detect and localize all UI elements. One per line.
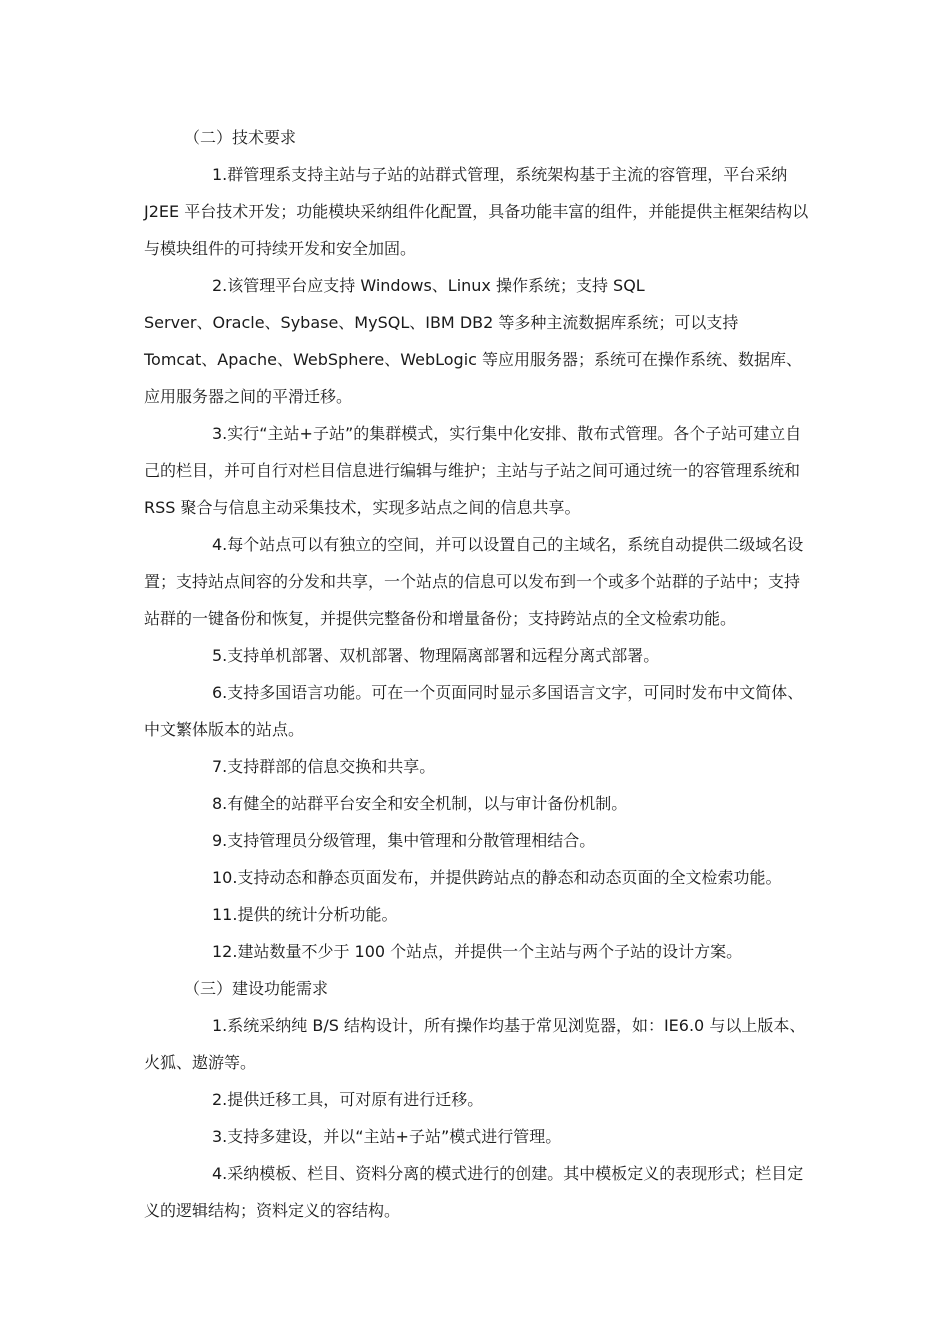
item-text: 提供的统计分析功能。: [237, 905, 398, 924]
item-number: 11.: [212, 905, 238, 924]
item-text: 支持多国语言功能。可在一个页面同时显示多国语言文字，可同时发布中文简体、中文繁体版本的站点。: [144, 683, 804, 739]
item-text: 支持群部的信息交换和共享。: [227, 757, 436, 776]
list-item: [144, 526, 810, 637]
list-item: [144, 267, 810, 415]
list-item: [144, 156, 810, 267]
item-number: 7.: [212, 757, 228, 776]
item-number: 1.: [212, 165, 228, 184]
item-number: 2.: [212, 276, 228, 295]
item-text: 该管理平台应支持 Windows、Linux 操作系统；支持 SQL: [227, 276, 645, 295]
item-text: 有健全的站群平台安全和安全机制，以与审计备份机制。: [227, 794, 628, 813]
item-number: 10.: [212, 868, 238, 887]
list-item: [144, 637, 810, 674]
item-text: 采纳模板、栏目、资料分离的模式进行的创建。其中模板定义的表现形式；栏目定义的逻辑结构；资料定义的容结构。: [144, 1164, 804, 1220]
list-item: [144, 1081, 810, 1118]
item-number: 1.: [212, 1016, 228, 1035]
item-text: 系统采纳纯 B/S 结构设计，所有操作均基于常见浏览器，如：IE6.0 与以上版本、火狐、遨游等。: [144, 1016, 806, 1072]
item-number: 6.: [212, 683, 228, 702]
item-text: 支持多建设，并以“主站+子站”模式进行管理。: [227, 1127, 562, 1146]
list-item: [144, 674, 810, 748]
item-text: 支持管理员分级管理，集中管理和分散管理相结合。: [227, 831, 596, 850]
list-item: [144, 933, 810, 970]
item-number: 4.: [212, 535, 228, 554]
item-text: 每个站点可以有独立的空间，并可以设置自己的主域名，系统自动提供二级域名设置；支持站点间容的分发和共享，一个站点的信息可以发布到一个或多个站群的子站中；支持站群的一键备份和恢复，并提供完整备份和增量备份；支持跨站点的全文检索功能。: [144, 535, 804, 628]
item-number: 5.: [212, 646, 228, 665]
list-item: [144, 1118, 810, 1155]
item-number: 2.: [212, 1090, 228, 1109]
item-number: 8.: [212, 794, 228, 813]
item-text: 提供迁移工具，可对原有进行迁移。: [227, 1090, 484, 1109]
item-number: 9.: [212, 831, 228, 850]
item-number: 3.: [212, 424, 228, 443]
list-item: [144, 1007, 810, 1081]
list-item: [144, 748, 810, 785]
list-item: [144, 415, 810, 526]
item-text-continued: Server、Oracle、Sybase、MySQL、IBM DB2 等多种主流数据库系统；可以支持 Tomcat、Apache、WebSphere、WebLogic 等应用服务器；系统可在操作系统、数据库、应用服务器之间的平滑迁移。: [144, 313, 803, 406]
item-text: 群管理系支持主站与子站的站群式管理，系统架构基于主流的容管理，平台采纳 J2EE 平台技术开发；功能模块采纳组件化配置，具备功能丰富的组件，并能提供主框架结构以与模块组件的可持续开发和安全加固。: [144, 165, 809, 258]
item-text: 实行“主站+子站”的集群模式，实行集中化安排、散布式管理。各个子站可建立自己的栏目，并可自行对栏目信息进行编辑与维护；主站与子站之间可通过统一的容管理系统和 RSS 聚合与信息主动采集技术，实现多站点之间的信息共享。: [144, 424, 806, 517]
item-text: 支持单机部署、双机部署、物理隔离部署和远程分离式部署。: [227, 646, 660, 665]
item-number: 4.: [212, 1164, 228, 1183]
item-number: 3.: [212, 1127, 228, 1146]
list-item: [144, 822, 810, 859]
list-item: [144, 859, 810, 896]
section-heading-function-requirements: （三）建设功能需求: [184, 979, 329, 998]
item-number: 12.: [212, 942, 238, 961]
list-item: [144, 896, 810, 933]
item-text: 建站数量不少于 100 个站点，并提供一个主站与两个子站的设计方案。: [237, 942, 743, 961]
list-item: [144, 785, 810, 822]
section-heading-technical-requirements: （二）技术要求: [184, 128, 297, 147]
list-item: [144, 1155, 810, 1229]
item-text: 支持动态和静态页面发布，并提供跨站点的静态和动态页面的全文检索功能。: [237, 868, 782, 887]
